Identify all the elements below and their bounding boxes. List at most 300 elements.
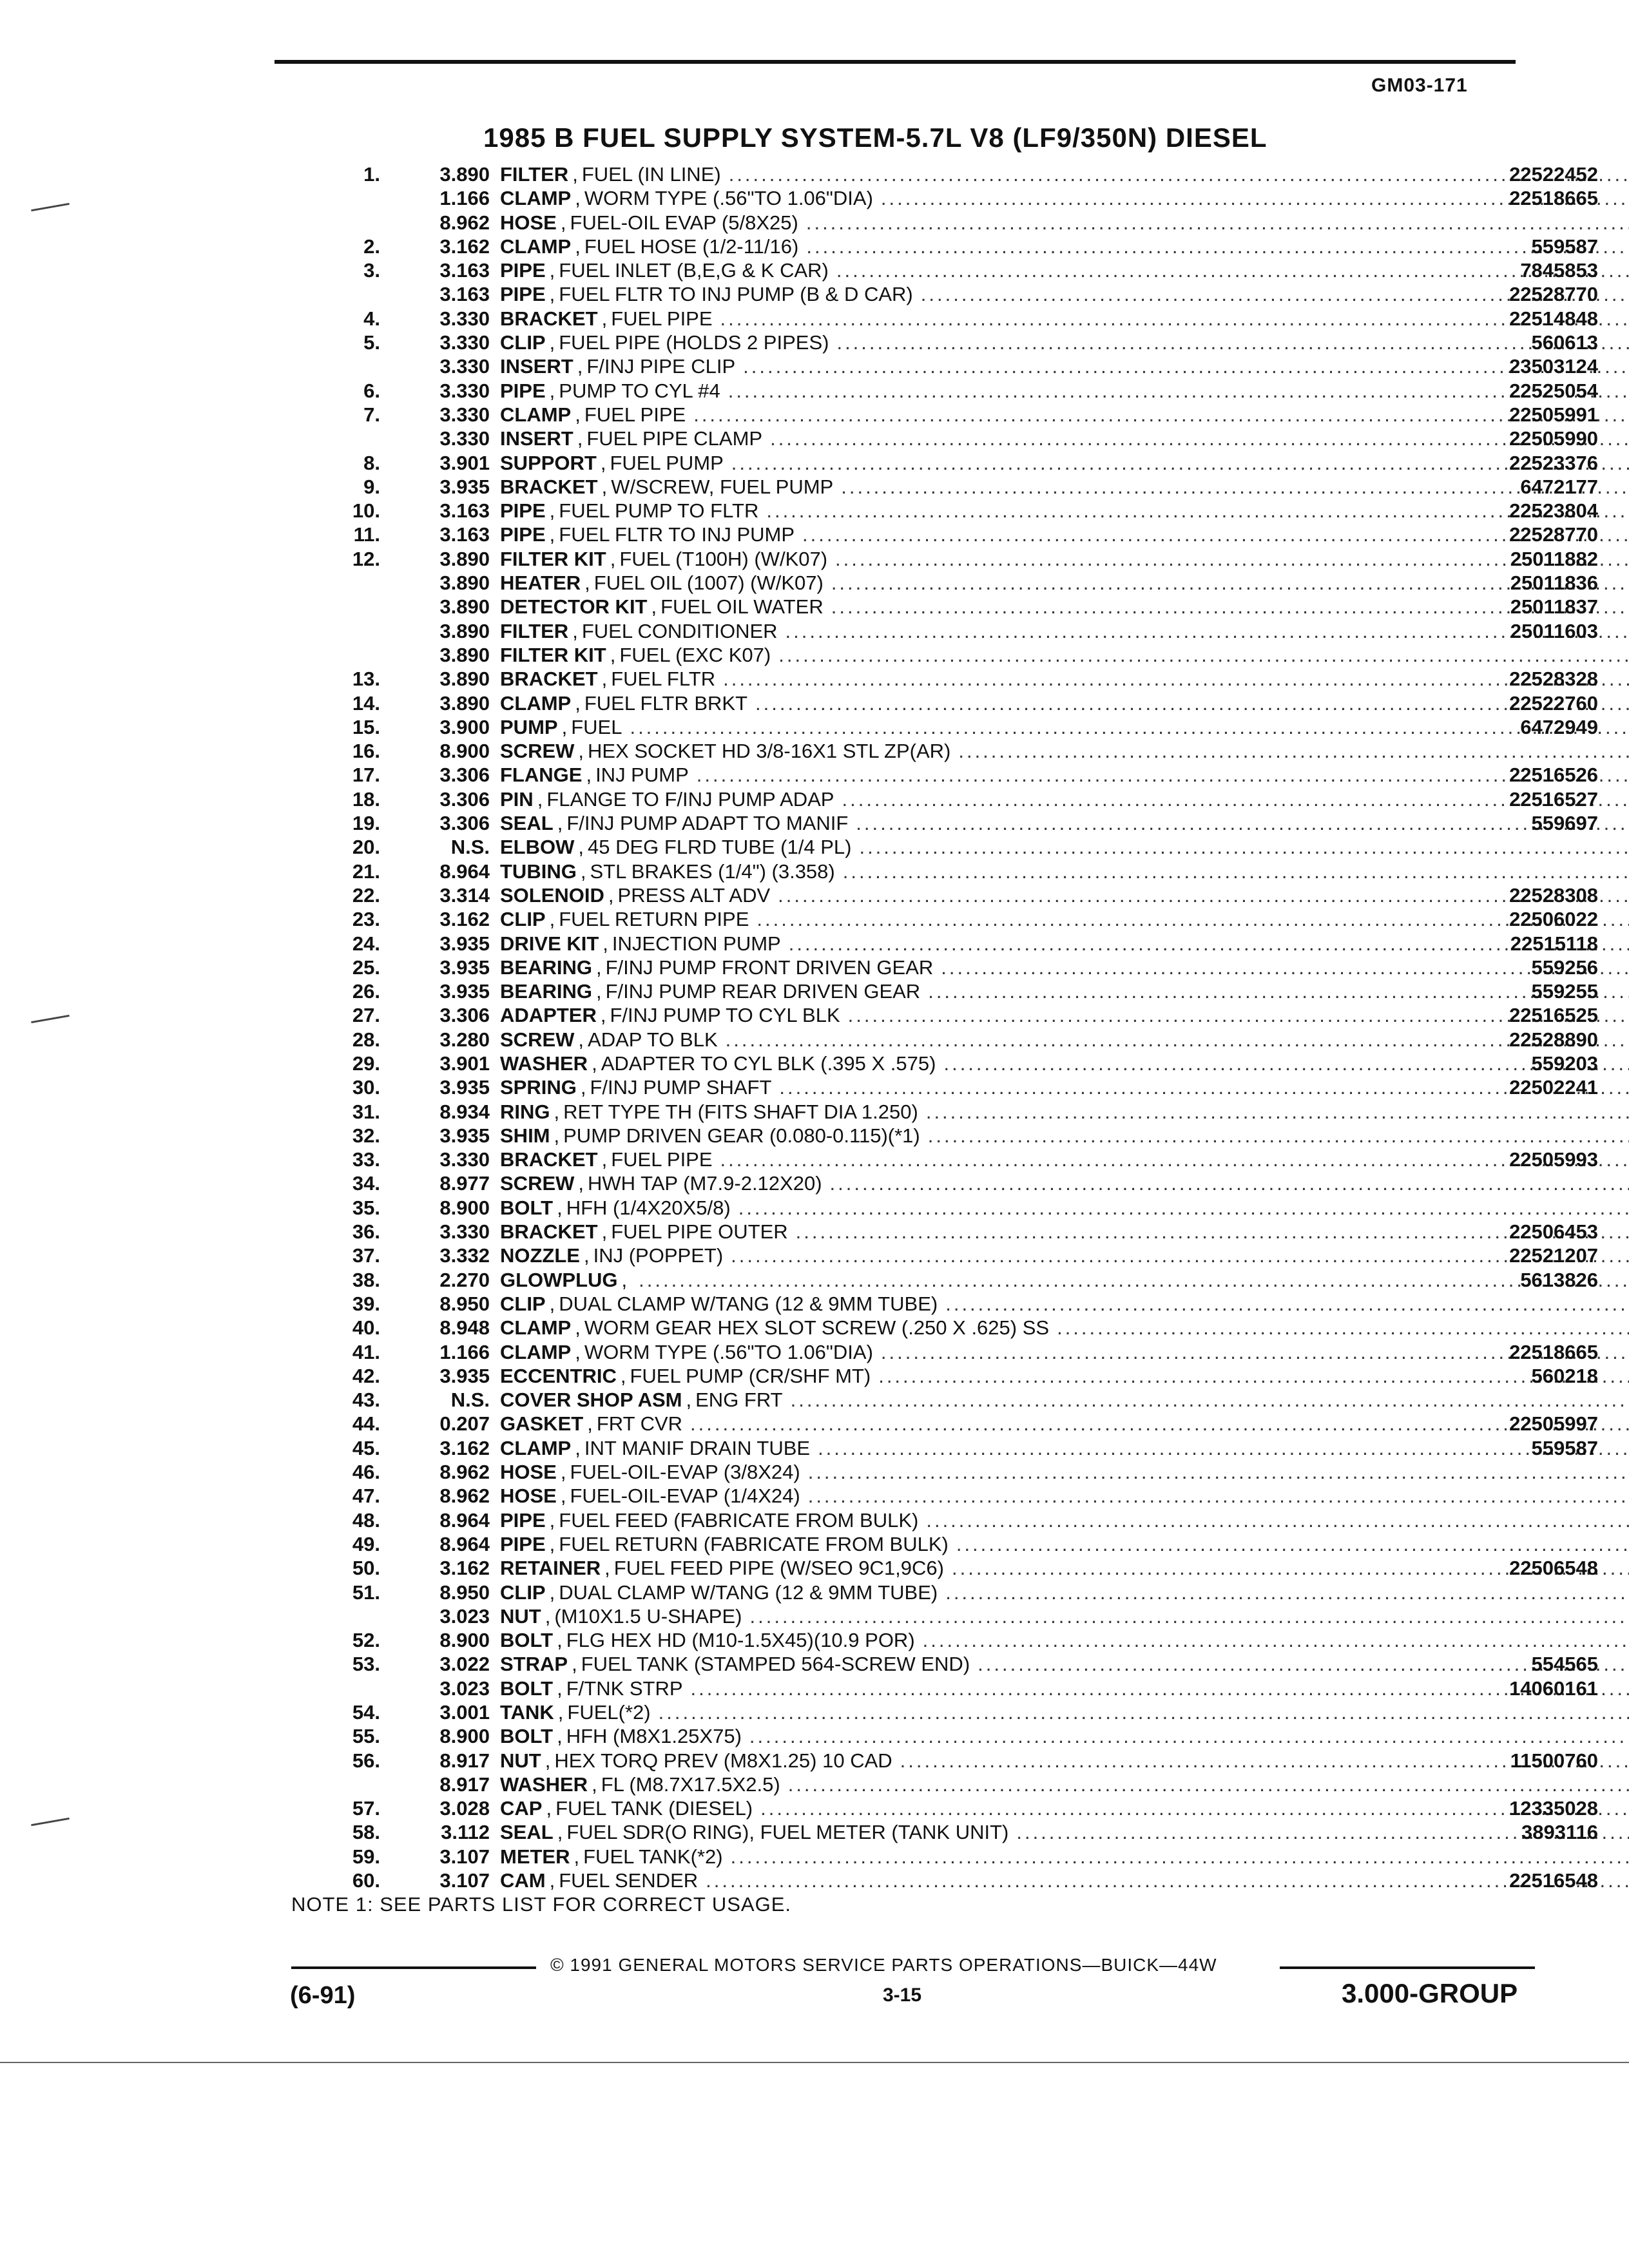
group-number: 3.330 — [439, 403, 490, 426]
part-number: 559255 — [1531, 980, 1598, 1003]
part-description — [500, 1171, 1629, 1195]
group-number: 3.935 — [439, 980, 490, 1003]
parts-row — [309, 1436, 1598, 1460]
group-number: 3.330 — [439, 1148, 490, 1171]
part-description — [500, 643, 1629, 667]
item-number: 15. — [352, 715, 380, 738]
group-number: 3.162 — [439, 1436, 490, 1459]
parts-row — [309, 379, 1598, 403]
parts-row — [309, 1532, 1534, 1556]
part-name: BOLT — [500, 1196, 554, 1219]
part-number: 22505991 — [1509, 403, 1598, 426]
parts-row — [309, 427, 1598, 450]
part-detail: 45 DEG FLRD TUBE (1/4 PL) — [588, 836, 852, 859]
leader-dots — [956, 1532, 1629, 1556]
part-detail: FLANGE TO F/INJ PUMP ADAP — [546, 787, 834, 811]
leader-dots — [749, 1724, 1629, 1748]
leader-dots — [945, 1292, 1629, 1316]
part-number: 22523804 — [1509, 499, 1598, 523]
parts-list — [309, 162, 1598, 1892]
group-number: 3.001 — [439, 1701, 490, 1724]
name-separator: , — [577, 355, 583, 378]
group-number: 3.935 — [439, 475, 490, 498]
item-number: 32. — [352, 1124, 380, 1147]
group-number: 8.900 — [439, 1725, 490, 1748]
part-name: SCREW — [500, 1172, 575, 1195]
part-name: GASKET — [500, 1412, 584, 1436]
leader-dots — [791, 1388, 1629, 1412]
item-number: 22. — [352, 883, 380, 907]
group-number: 3.330 — [439, 355, 490, 378]
part-detail: FUEL PIPE (HOLDS 2 PIPES) — [559, 331, 829, 354]
part-number: 22506453 — [1509, 1220, 1598, 1244]
name-separator: , — [557, 812, 563, 835]
item-number: 35. — [352, 1196, 380, 1219]
parts-row — [309, 1196, 1534, 1220]
part-name: DRIVE KIT — [500, 932, 599, 955]
part-name: RING — [500, 1100, 550, 1123]
group-number: 3.935 — [439, 932, 490, 955]
name-separator: , — [549, 1508, 555, 1532]
leader-dots — [843, 860, 1629, 883]
part-name: COVER SHOP ASM — [500, 1389, 682, 1412]
part-name: CAM — [500, 1869, 546, 1892]
parts-row — [309, 787, 1598, 811]
item-number: 20. — [352, 836, 380, 859]
name-separator: , — [595, 980, 602, 1003]
group-number: 3.023 — [439, 1604, 490, 1628]
scan-bottom-rule — [0, 2062, 1629, 2063]
name-separator: , — [549, 283, 555, 306]
part-detail: F/TNK STRP — [566, 1677, 683, 1700]
name-separator: , — [601, 668, 608, 691]
group-number: 8.934 — [439, 1100, 490, 1123]
item-number: 24. — [352, 932, 380, 955]
part-description — [500, 739, 1629, 763]
name-separator: , — [578, 1172, 584, 1195]
name-separator: , — [580, 1076, 586, 1099]
group-number: 1.166 — [439, 1340, 490, 1363]
group-number: 8.948 — [439, 1316, 490, 1340]
group-number: 3.107 — [439, 1845, 490, 1868]
part-detail: WORM TYPE (.56"TO 1.06"DIA) — [584, 187, 873, 210]
parts-row — [309, 763, 1598, 787]
margin-mark — [31, 203, 70, 211]
name-separator: , — [549, 1869, 555, 1892]
group-number: 3.935 — [439, 1124, 490, 1147]
name-separator: , — [580, 860, 586, 883]
parts-row — [309, 1556, 1598, 1580]
footer-rule-left — [291, 1966, 536, 1969]
part-number: 22516548 — [1509, 1869, 1598, 1892]
group-number: 8.917 — [439, 1773, 490, 1796]
group-number: N.S. — [450, 836, 490, 859]
name-separator: , — [575, 235, 581, 258]
leader-dots — [945, 1581, 1629, 1604]
part-description — [500, 1532, 1629, 1556]
part-name: PIPE — [500, 379, 546, 402]
part-detail: FUEL(*2) — [567, 1701, 651, 1724]
group-number: 3.890 — [439, 619, 490, 642]
name-separator: , — [561, 715, 568, 738]
name-separator: , — [572, 1653, 577, 1676]
part-name: CLAMP — [500, 691, 572, 715]
part-detail: FUEL TANK (STAMPED 564-SCREW END) — [581, 1653, 970, 1676]
part-description — [500, 1773, 1629, 1796]
name-separator: , — [575, 1340, 581, 1363]
parts-row — [309, 1075, 1598, 1099]
name-separator: , — [549, 908, 555, 931]
part-detail: W/SCREW, FUEL PUMP — [611, 475, 834, 498]
part-detail: FUEL TANK (DIESEL) — [555, 1797, 753, 1820]
item-number: 55. — [352, 1725, 380, 1748]
name-separator: , — [601, 475, 608, 498]
parts-row — [309, 979, 1598, 1003]
part-name: BEARING — [500, 980, 592, 1003]
part-detail: PUMP TO CYL #4 — [559, 379, 720, 402]
parts-row — [309, 860, 1534, 883]
part-description — [500, 211, 1629, 235]
part-name: SEAL — [500, 1821, 554, 1844]
header-rule — [275, 60, 1516, 64]
part-detail: FUEL FLTR — [611, 668, 716, 691]
name-separator: , — [621, 1268, 628, 1291]
item-number: 3. — [363, 259, 380, 282]
part-number: 3893116 — [1521, 1821, 1598, 1844]
part-name: PIPE — [500, 523, 546, 546]
leader-dots — [958, 739, 1629, 763]
part-name: CLAMP — [500, 1340, 572, 1363]
part-name: CLIP — [500, 1581, 546, 1604]
group-number: 3.112 — [441, 1821, 490, 1844]
group-number: 3.306 — [439, 812, 490, 835]
item-number: 52. — [352, 1629, 380, 1652]
name-separator: , — [578, 1028, 584, 1051]
part-detail: HEX TORQ PREV (M8X1.25) 10 CAD — [554, 1749, 892, 1772]
part-number: 559587 — [1531, 235, 1598, 258]
group-number: 3.935 — [439, 1076, 490, 1099]
parts-row — [309, 1148, 1598, 1171]
leader-dots — [830, 1171, 1629, 1195]
part-detail: DUAL CLAMP W/TANG (12 & 9MM TUBE) — [559, 1581, 938, 1604]
name-separator: , — [592, 1052, 597, 1075]
part-number: 22528770 — [1509, 523, 1598, 546]
part-detail: PRESS ALT ADV — [617, 883, 771, 907]
group-number: 3.890 — [439, 668, 490, 691]
leader-dots — [808, 1484, 1629, 1508]
group-number: 8.962 — [439, 211, 490, 234]
parts-row — [309, 1292, 1534, 1316]
part-name: BRACKET — [500, 1220, 598, 1244]
parts-row — [309, 1412, 1598, 1436]
item-number: 37. — [352, 1244, 380, 1267]
part-detail: FUEL FLTR TO INJ PUMP (B & D CAR) — [559, 283, 913, 306]
part-name: HEATER — [500, 572, 581, 595]
name-separator: , — [557, 1196, 563, 1219]
parts-row — [309, 739, 1534, 763]
part-detail: FUEL PUMP TO FLTR — [559, 499, 759, 523]
item-number: 60. — [352, 1869, 380, 1892]
parts-row — [309, 1171, 1534, 1195]
parts-row — [309, 547, 1598, 571]
item-number: 43. — [352, 1389, 380, 1412]
page-title: 1985 B FUEL SUPPLY SYSTEM-5.7L V8 (LF9/350N) DIESEL — [483, 122, 1268, 153]
part-name: FILTER KIT — [500, 547, 606, 570]
group-number: 3.162 — [439, 908, 490, 931]
parts-row — [309, 1028, 1598, 1052]
part-detail: F/INJ PUMP REAR DRIVEN GEAR — [605, 980, 921, 1003]
part-detail: FUEL PIPE — [611, 307, 713, 330]
part-name: ADAPTER — [500, 1004, 597, 1027]
part-description — [500, 1388, 1629, 1412]
parts-row — [309, 643, 1534, 667]
group-number: 3.901 — [439, 1052, 490, 1075]
revision-date: (6-91) — [290, 1982, 356, 2009]
group-number: 1.166 — [439, 187, 490, 210]
parts-row — [309, 354, 1598, 378]
parts-row — [309, 1845, 1534, 1869]
part-name: PIPE — [500, 1508, 546, 1532]
parts-row — [309, 1869, 1598, 1892]
part-name: FILTER — [500, 619, 569, 642]
leader-dots — [923, 1628, 1629, 1652]
part-name: ECCENTRIC — [500, 1364, 617, 1387]
part-name: BRACKET — [500, 307, 598, 330]
name-separator: , — [560, 1485, 566, 1508]
group-number: 3.306 — [439, 787, 490, 811]
parts-row — [309, 1316, 1534, 1340]
leader-dots — [1057, 1316, 1629, 1340]
group-number: 3.023 — [439, 1677, 490, 1700]
group-number: N.S. — [450, 1389, 490, 1412]
parts-row — [309, 1340, 1598, 1364]
group-number: 8.900 — [439, 1629, 490, 1652]
leader-dots — [788, 1773, 1629, 1796]
name-separator: , — [549, 1292, 555, 1315]
part-number: 22515118 — [1510, 932, 1598, 955]
part-name: FILTER — [500, 163, 569, 186]
name-separator: , — [574, 1845, 580, 1868]
part-description — [500, 1196, 1629, 1220]
part-name: TUBING — [500, 860, 577, 883]
name-separator: , — [601, 307, 608, 330]
name-separator: , — [557, 1725, 563, 1748]
name-separator: , — [546, 1797, 552, 1820]
part-name: CLIP — [500, 331, 546, 354]
part-name: METER — [500, 1845, 570, 1868]
parts-row — [309, 1003, 1598, 1027]
group-number: 3.163 — [439, 259, 490, 282]
name-separator: , — [608, 883, 614, 907]
part-name: SPRING — [500, 1076, 577, 1099]
group-number: 3.890 — [439, 547, 490, 570]
part-number: 22528328 — [1509, 668, 1598, 691]
group-number: 3.332 — [439, 1244, 490, 1267]
item-number: 51. — [352, 1581, 380, 1604]
item-number: 53. — [352, 1653, 380, 1676]
group-label: 3.000-GROUP — [1342, 1978, 1518, 2008]
part-detail: INJECTION PUMP — [612, 932, 781, 955]
part-number: 6472177 — [1520, 475, 1598, 498]
part-name: HOSE — [500, 1461, 557, 1484]
part-description — [500, 1700, 1629, 1724]
part-number: 25011882 — [1510, 547, 1598, 570]
group-number: 3.890 — [439, 643, 490, 666]
item-number: 47. — [352, 1485, 380, 1508]
group-number: 3.163 — [439, 523, 490, 546]
parts-row — [309, 1749, 1598, 1773]
parts-row — [309, 1388, 1534, 1412]
part-detail: HFH (M8X1.25X75) — [566, 1725, 742, 1748]
part-detail: STL BRAKES (1/4") (3.358) — [590, 860, 835, 883]
part-number: 11500760 — [1510, 1749, 1598, 1772]
part-name: ELBOW — [500, 836, 575, 859]
name-separator: , — [554, 1124, 560, 1147]
part-detail: FUEL PIPE — [584, 403, 686, 426]
part-number: 22516527 — [1509, 787, 1598, 811]
part-detail: FUEL (EXC K07) — [619, 643, 771, 666]
part-number: 5613826 — [1520, 1268, 1598, 1291]
part-name: WASHER — [500, 1773, 588, 1796]
group-number: 3.890 — [439, 595, 490, 619]
part-detail: FUEL-OIL EVAP (5/8X25) — [570, 211, 798, 234]
part-detail: FUEL (T100H) (W/K07) — [619, 547, 828, 570]
part-detail: DUAL CLAMP W/TANG (12 & 9MM TUBE) — [559, 1292, 938, 1315]
part-name: CLAMP — [500, 235, 572, 258]
name-separator: , — [560, 1461, 566, 1484]
item-number: 1. — [363, 163, 380, 186]
part-name: GLOWPLUG — [500, 1268, 618, 1291]
part-number: 25011837 — [1510, 595, 1598, 619]
group-number: 3.890 — [439, 572, 490, 595]
name-separator: , — [549, 379, 555, 402]
item-number: 39. — [352, 1292, 380, 1315]
leader-dots — [778, 643, 1629, 667]
part-name: BEARING — [500, 956, 592, 979]
part-description — [500, 835, 1629, 859]
part-description — [500, 1604, 1629, 1628]
name-separator: , — [557, 1821, 563, 1844]
name-separator: , — [578, 740, 584, 763]
part-detail: FUEL OIL WATER — [660, 595, 824, 619]
part-detail: INJ (POPPET) — [593, 1244, 724, 1267]
name-separator: , — [577, 427, 583, 450]
part-number: 22506548 — [1509, 1557, 1598, 1580]
part-description — [500, 1484, 1629, 1508]
parts-row — [309, 883, 1598, 907]
parts-row — [309, 1460, 1534, 1484]
part-name: PIN — [500, 787, 534, 811]
part-name: PUMP — [500, 715, 558, 738]
part-number: 22522760 — [1509, 691, 1598, 715]
part-description — [500, 1581, 1629, 1604]
group-number: 8.917 — [439, 1749, 490, 1772]
name-separator: , — [575, 403, 581, 426]
group-number: 8.950 — [439, 1292, 490, 1315]
item-number: 10. — [352, 499, 380, 523]
group-number: 2.270 — [439, 1268, 490, 1291]
part-name: SOLENOID — [500, 883, 604, 907]
part-name: SCREW — [500, 740, 575, 763]
part-name: RETAINER — [500, 1557, 601, 1580]
part-number: 22516525 — [1509, 1004, 1598, 1027]
part-detail: FUEL HOSE (1/2-11/16) — [584, 235, 799, 258]
part-detail: INT MANIF DRAIN TUBE — [584, 1436, 811, 1459]
parts-row — [309, 1052, 1598, 1075]
group-number: 3.935 — [439, 1364, 490, 1387]
part-description — [500, 1724, 1629, 1748]
item-number: 16. — [352, 740, 380, 763]
group-number: 8.950 — [439, 1581, 490, 1604]
item-number: 8. — [363, 451, 380, 474]
parts-row — [309, 691, 1598, 715]
leader-dots — [926, 1508, 1629, 1532]
group-number: 3.163 — [439, 283, 490, 306]
item-number: 26. — [352, 980, 380, 1003]
part-number: 22518665 — [1509, 1340, 1598, 1363]
part-detail: FUEL OIL (1007) (W/K07) — [593, 572, 824, 595]
item-number: 9. — [363, 475, 380, 498]
parts-row — [309, 1244, 1598, 1267]
name-separator: , — [545, 1604, 551, 1628]
group-number: 3.162 — [439, 1557, 490, 1580]
part-description — [500, 1508, 1629, 1532]
group-number: 8.962 — [439, 1461, 490, 1484]
item-number: 54. — [352, 1701, 380, 1724]
part-detail: F/INJ PUMP TO CYL BLK — [610, 1004, 840, 1027]
parts-row — [309, 811, 1598, 835]
part-name: NUT — [500, 1604, 541, 1628]
part-number: 12335028 — [1509, 1797, 1598, 1820]
item-number: 13. — [352, 668, 380, 691]
part-detail: FUEL INLET (B,E,G & K CAR) — [559, 259, 829, 282]
part-detail: ADAP TO BLK — [588, 1028, 718, 1051]
part-description — [500, 1460, 1629, 1484]
part-detail: FUEL RETURN PIPE — [559, 908, 749, 931]
part-name: INSERT — [500, 427, 574, 450]
item-number: 49. — [352, 1532, 380, 1555]
group-number: 8.900 — [439, 1196, 490, 1219]
part-detail: FRT CVR — [596, 1412, 683, 1436]
name-separator: , — [549, 1581, 555, 1604]
parts-row — [309, 282, 1598, 306]
part-name: BOLT — [500, 1629, 554, 1652]
item-number: 34. — [352, 1172, 380, 1195]
part-detail: F/INJ PUMP SHAFT — [590, 1076, 772, 1099]
item-number: 27. — [352, 1004, 380, 1027]
group-number: 3.935 — [439, 956, 490, 979]
part-detail: FUEL TANK(*2) — [583, 1845, 723, 1868]
leader-dots — [926, 1100, 1629, 1124]
document-id: GM03-171 — [1371, 75, 1468, 96]
part-name: BOLT — [500, 1677, 554, 1700]
part-name: DETECTOR KIT — [500, 595, 648, 619]
item-number: 41. — [352, 1340, 380, 1363]
name-separator: , — [601, 1220, 608, 1244]
item-number: 30. — [352, 1076, 380, 1099]
item-number: 31. — [352, 1100, 380, 1123]
name-separator: , — [651, 595, 657, 619]
name-separator: , — [554, 1100, 560, 1123]
name-separator: , — [592, 1773, 597, 1796]
parts-row — [309, 1100, 1534, 1124]
name-separator: , — [584, 572, 590, 595]
part-description — [500, 1292, 1629, 1316]
parts-row — [309, 403, 1598, 427]
group-number: 8.977 — [439, 1172, 490, 1195]
name-separator: , — [557, 1701, 564, 1724]
part-detail: RET TYPE TH (FITS SHAFT DIA 1.250) — [563, 1100, 918, 1123]
